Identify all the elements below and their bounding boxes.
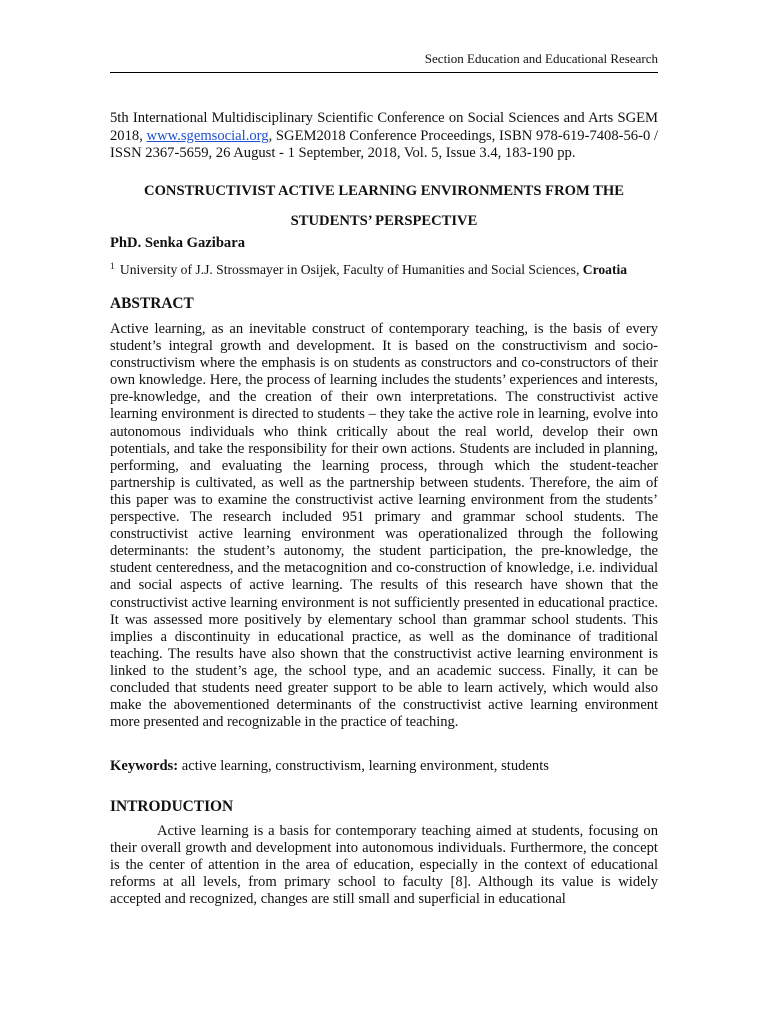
affiliation-marker: 1 bbox=[110, 261, 115, 271]
keywords-text: active learning, constructivism, learning environment, students bbox=[178, 758, 549, 774]
keywords-label: Keywords: bbox=[110, 758, 179, 774]
introduction-text: Active learning is a basis for contemporary teaching aimed at students, focusing on their overall growth and development into autonomous individuals. Furthermore, the concept is the center of attention in the area of education, especially in the context of educational reforms at all levels, from primary school to faculty [8]. Although its value is widely accepted and recognized, changes are still small and superficial in educational bbox=[110, 823, 658, 908]
citation-block bbox=[110, 110, 658, 163]
introduction-heading: INTRODUCTION bbox=[110, 798, 234, 815]
author-affiliation bbox=[110, 257, 658, 279]
running-head: Section Education and Educational Research bbox=[424, 51, 658, 66]
citation-text-end: , SGEM2018 Conference Proceedings, ISBN 978-619-7408-56-0 / ISSN 2367-5659, 26 August - 1 September, 2018, Vol. 5, Issue 3.4, 183-190 pp. bbox=[110, 127, 659, 161]
author-name: PhD. Senka Gazibara bbox=[110, 235, 246, 251]
affiliation-country: Croatia bbox=[582, 262, 628, 277]
citation-text-start: 5th International Multidisciplinary Scientific Conference on Social Sciences and Arts SGEM 2018, bbox=[110, 110, 658, 144]
abstract-heading: ABSTRACT bbox=[110, 295, 194, 312]
abstract-text: Active learning, as an inevitable construct of contemporary teaching, is the basis of every student’s integral growth and development. It is based on the constructivism and socio-constructivism where the emphasis is on students as constructors and co-constructors of their own knowledge. Here, the process of learning includes the students’ experiences and interests, pre-knowledge, and the creation of their own interpretations. The constructivist active learning environment is directed to students – they take the active role in learning, evolve into autonomous individuals who think critically about the real world, develop their own potentials, and take the responsibility for their own actions. Students are included in planning, performing, and evaluating the learning process, through which the student-teacher partnership is cultivated, as well as the partnership between students. Therefore, the aim of this paper was to examine the constructivist active learning environment from the students’ perspective. The research included 951 primary and grammar school students. The constructivist active learning environment was operationalized through the following determinants: the student’s autonomy, the student participation, the pre-knowledge, the student centeredness, and the metacognition and co-construction of knowledge, i.e. individual and social aspects of active learning. The results of this research have shown that the constructivist active learning environment is not sufficiently presented in educational practice. It was assessed more positively by elementary school than grammar school students. This implies a discontinuity in educational practice, as well as the dominance of traditional teaching. The results have also shown that the constructivist active learning environment is linked to the student’s age, the school type, and an academic success. Finally, it can be concluded that students need greater support to be able to learn actively, which would also make the abovementioned determinants of the constructivist active learning environment more presented and recognizable in the practice of teaching. bbox=[110, 321, 658, 731]
conference-website-link[interactable]: www.sgemsocial.org bbox=[146, 127, 269, 144]
affiliation-text: University of J.J. Strossmayer in Osijek, Faculty of Humanities and Social Sciences, bbox=[116, 262, 583, 277]
keywords-line bbox=[110, 758, 658, 775]
paper-title: CONSTRUCTIVIST ACTIVE LEARNING ENVIRONMENTS FROM THE STUDENTS’ PERSPECTIVE bbox=[144, 183, 624, 229]
header-rule bbox=[110, 72, 658, 73]
